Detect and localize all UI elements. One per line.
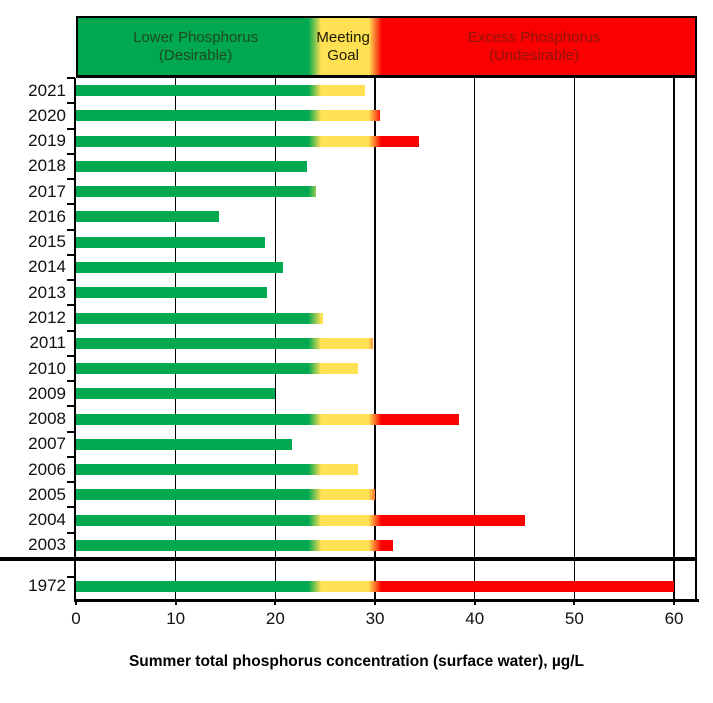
bar-2006 [76,464,358,475]
zone-meeting-goal-line1: Meeting [316,28,370,46]
y-tick [67,279,75,281]
x-tick [474,601,476,605]
bar-2013 [76,287,267,298]
y-tick [67,254,75,256]
bar-2010 [76,363,358,374]
year-label-2012: 2012 [28,308,66,327]
x-tick [75,601,77,605]
x-tick [175,601,177,605]
bar-2015 [76,237,265,248]
bar-2003 [76,540,393,551]
year-label-2021: 2021 [28,80,66,100]
y-tick [67,229,75,231]
y-tick [67,304,75,306]
x-tick [274,601,276,605]
bar-2016 [76,211,219,222]
zone-undesirable [373,18,695,75]
year-label-2015: 2015 [28,232,66,252]
year-label-1972: 1972 [28,576,66,595]
x-tick-label-10: 10 [166,609,186,628]
bar-2011 [76,338,373,349]
y-tick [67,203,75,205]
year-label-2008: 2008 [28,409,66,429]
y-tick [67,506,75,508]
bar-2004 [76,515,525,526]
year-label-2007: 2007 [28,434,66,454]
y-tick [67,456,75,458]
bar-2018 [76,161,307,172]
year-label-2010: 2010 [28,358,66,378]
x-tick-label-40: 40 [465,609,485,628]
gridline-50 [574,78,576,601]
bar-2014 [76,262,283,273]
bar-2020 [76,110,380,121]
y-tick [67,431,75,433]
y-tick [67,77,75,79]
bar-2008 [76,414,459,425]
year-label-2020: 2020 [28,105,66,125]
year-label-2016: 2016 [28,206,66,226]
x-tick-label-60: 60 [664,609,684,628]
bar-2005 [76,489,375,500]
y-tick [67,355,75,357]
plot-right-border [695,78,697,601]
year-label-2006: 2006 [28,459,66,479]
bar-2007 [76,439,292,450]
y-tick [67,178,75,180]
zone-desirable-line1: Lower Phosphorus [133,28,259,46]
y-tick [67,128,75,130]
bar-1972 [76,581,674,592]
x-tick [673,601,675,605]
y-tick [67,576,75,578]
year-label-2013: 2013 [28,282,66,302]
year-label-2018: 2018 [28,156,66,176]
gridline-60 [673,78,675,601]
x-tick [374,601,376,605]
x-tick-label-20: 20 [265,609,285,628]
year-label-2017: 2017 [28,181,66,201]
x-tick-label-30: 30 [365,609,385,628]
year-label-2011: 2011 [29,333,66,353]
bar-2017 [76,186,316,197]
x-tick-label-0: 0 [71,609,81,628]
axis-break-separator [0,557,697,561]
bar-2012 [76,313,323,324]
zone-undesirable-line1: Excess Phosphorus [467,28,601,46]
year-label-2003: 2003 [28,535,66,555]
bar-2021 [76,85,365,96]
zone-desirable-line2: (Desirable) [158,46,233,64]
x-tick [573,601,575,605]
year-label-2005: 2005 [28,484,66,504]
bar-2009 [76,388,275,399]
plot-area [76,78,697,601]
y-tick [67,102,75,104]
y-tick [67,532,75,534]
zone-undesirable-line2: (Undesirable) [488,46,580,64]
zone-header-band [76,16,697,78]
zone-desirable [78,18,313,75]
y-tick [67,405,75,407]
x-axis-title: Summer total phosphorus concentration (surface water), µg/L [128,653,585,670]
year-label-2014: 2014 [28,257,66,277]
year-label-2019: 2019 [28,131,66,151]
y-tick [67,330,75,332]
y-tick [67,481,75,483]
year-label-2004: 2004 [28,510,66,530]
bar-2019 [76,136,419,147]
y-tick [67,380,75,382]
zone-meeting-goal-line2: Goal [327,46,359,64]
zone-meeting-goal [313,18,373,75]
x-axis-line [74,599,699,602]
x-tick-label-50: 50 [564,609,584,628]
year-label-2009: 2009 [28,383,66,403]
y-tick [67,153,75,155]
